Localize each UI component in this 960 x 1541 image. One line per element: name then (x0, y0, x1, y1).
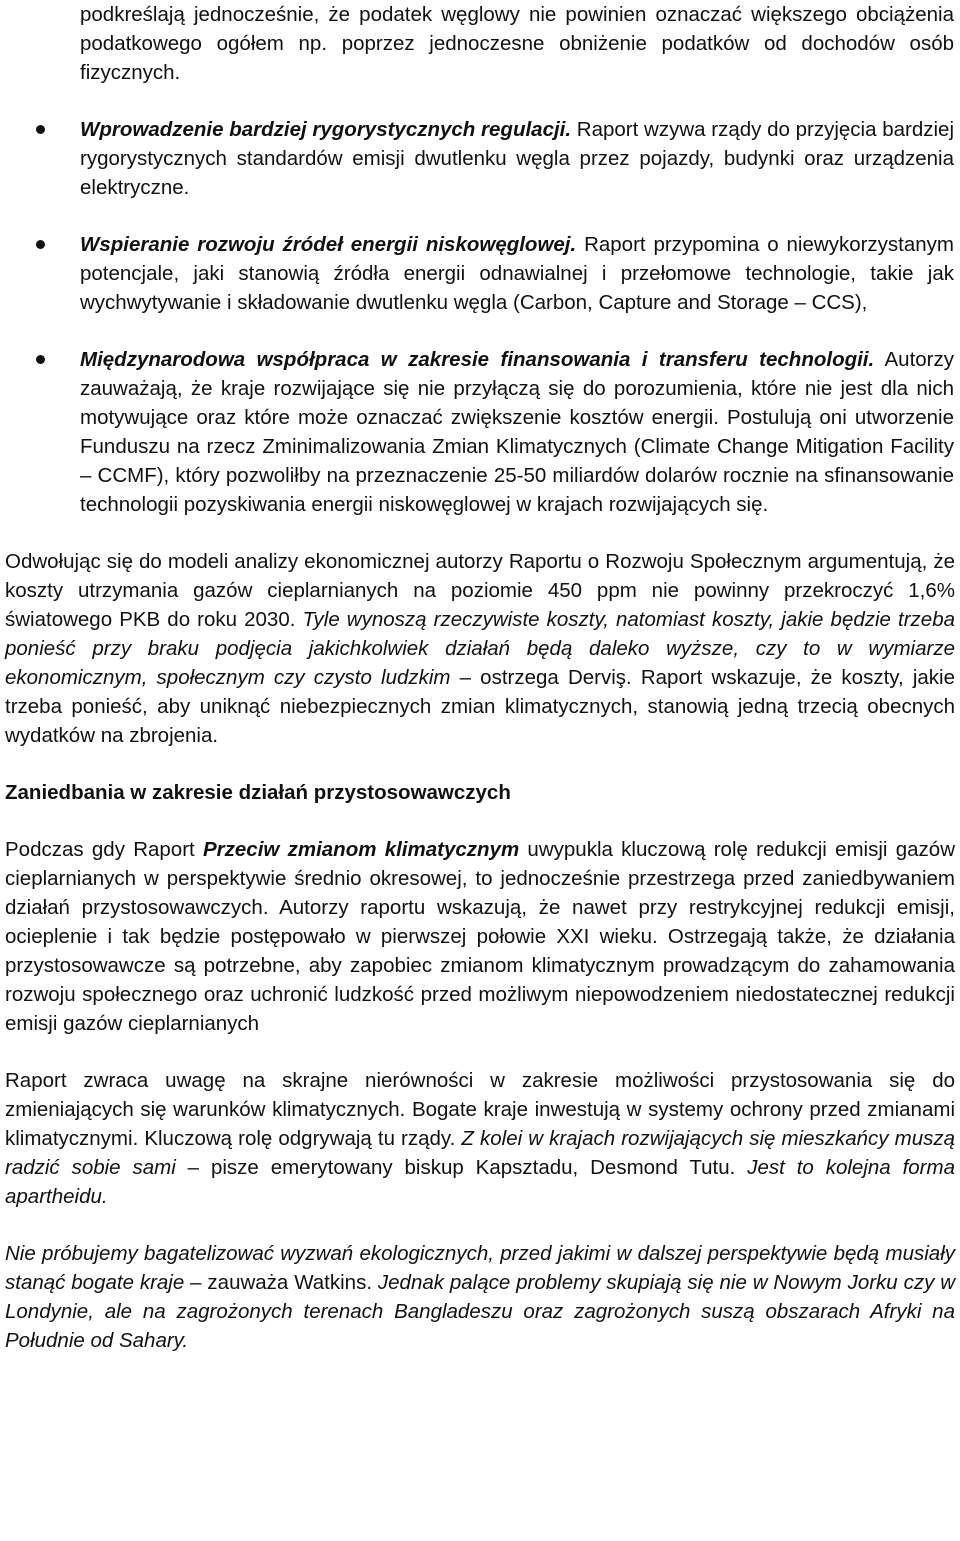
section-heading: Zaniedbania w zakresie działań przystosowawczych (5, 781, 511, 804)
intro-continuation (0, 0, 960, 87)
paragraph3-quote: Z kolei w krajach rozwijających się mieszkańcy muszą radzić sobie sami (5, 1127, 955, 1179)
paragraph4-quote-a: Nie próbujemy bagatelizować wyzwań ekologicznych, przed jakimi w dalszej perspektywie będą musiały stanąć bogate kraje (5, 1242, 955, 1294)
paragraph2-text-a: Podczas gdy Raport (5, 838, 203, 861)
bullet-dot-icon (36, 355, 45, 364)
bullet-text: Raport wzywa rządy do przyjęcia bardziej rygorystycznych standardów emisji dwutlenku węgla przez pojazdy, budynki oraz urządzenia elektryczne. (80, 118, 955, 199)
paragraph4-quote-c: Jednak palące problemy skupiają się nie w Nowym Jorku czy w Londynie, ale na zagrożonych terenach Bangladeszu oraz zagrożonych suszą obszarach Afryki na Południe od Sahary. (5, 1271, 955, 1352)
paragraph1-text-c: – ostrzega Derviş. Raport wskazuje, że koszty, jakie trzeba ponieść, aby uniknąć niebezpiecznych zmian klimatycznych, stanowią jedną trzecią obecnych wydatków na zbrojenia. (5, 666, 956, 747)
paragraph1-quote: Tyle wynoszą rzeczywiste koszty, natomiast koszty, jakie będzie trzeba ponieść przy braku podjęcia jakichkolwiek działań będą daleko wyższe, czy to w wymiarze ekonomicznym, społecznym czy czysto ludzkim (5, 608, 955, 689)
bullet-dot-icon (36, 125, 45, 134)
bullet-lead: Wprowadzenie bardziej rygorystycznych regulacji. (80, 118, 572, 141)
bullet-dot-icon (36, 240, 45, 249)
bullet-item-cooperation (0, 345, 960, 519)
bullet-item-regulations (0, 115, 960, 202)
paragraph2-text-c: uwypukla kluczową rolę redukcji emisji gazów cieplarnianych w perspektywie średnio okresowej, to jednocześnie przestrzega przed zaniedbywaniem działań przystosowawczych. Autorzy raportu wskazują, że nawet przy restrykcyjnej redukcji emisji, ocieplenie i tak będzie postępowało w pierwszej połowie XXI wieku. Ostrzegają także, że działania przystosowawcze są potrzebne, aby zapobiec zmianom klimatycznym prowadzącym do zahamowania rozwoju społecznego oraz uchronić ludzkość przed możliwym niepowodzeniem niedostatecznej redukcji emisji gazów cieplarnianych (5, 838, 955, 1035)
paragraph1-text-a: Odwołując się do modeli analizy ekonomicznej autorzy Raportu o Rozwoju Społecznym argumentują, że koszty utrzymania gazów cieplarnianych na poziomie 450 ppm nie powinny przekroczyć 1,6% światowego PKB do roku 2030. (5, 550, 955, 631)
paragraph-adaptation (0, 835, 960, 1038)
paragraph3-text-c: – pisze emerytowany biskup Kapsztadu, Desmond Tutu. (175, 1156, 748, 1179)
paragraph-economic-models (0, 547, 960, 750)
bullet-lead: Wspieranie rozwoju źródeł energii niskowęglowej. (80, 233, 577, 256)
paragraph3-text-a: Raport zwraca uwagę na skrajne nierówności w zakresie możliwości przystosowania się do zmieniających się warunków klimatycznych. Bogate kraje inwestują w systemy ochrony przed zmianami klimatycznymi. Kluczową rolę odgrywają tu rządy. (5, 1069, 955, 1150)
bullet-lead: Międzynarodowa współpraca w zakresie finansowania i transferu technologii. (80, 348, 875, 371)
bullet-text: Autorzy zauważają, że kraje rozwijające się nie przyłączą się do porozumienia, które nie jest dla nich motywujące oraz które może oznaczać zwiększenie kosztów energii. Postulują oni utworzenie Funduszu na rzecz Zminimalizowania Zmian Klimatycznych (Climate Change Mitigation Facility – CCMF), który pozwoliłby na przeznaczenie 25-50 miliardów dolarów rocznie na sfinansowanie technologii pozyskiwania energii niskowęglowej w krajach rozwijających się. (80, 348, 954, 516)
paragraph2-report-title: Przeciw zmianom klimatycznym (203, 838, 520, 861)
paragraph-watkins (0, 1239, 960, 1355)
bullet-text: Raport przypomina o niewykorzystanym potencjale, jaki stanowią źródła energii odnawialnej i przełomowe technologie, takie jak wychwytywanie i składowanie dwutlenku węgla (Carbon, Capture and Storage – CCS), (80, 233, 954, 314)
paragraph-inequality (0, 1066, 960, 1211)
paragraph3-quote-end: Jest to kolejna forma apartheidu. (5, 1156, 955, 1208)
paragraph4-text-b: – zauważa Watkins. (184, 1271, 378, 1294)
intro-text: podkreślają jednocześnie, że podatek węglowy nie powinien oznaczać większego obciążenia podatkowego ogółem np. poprzez jednoczesne obniżenie podatków od dochodów osób fizycznych. (80, 3, 954, 84)
bullet-item-low-carbon (0, 230, 960, 317)
